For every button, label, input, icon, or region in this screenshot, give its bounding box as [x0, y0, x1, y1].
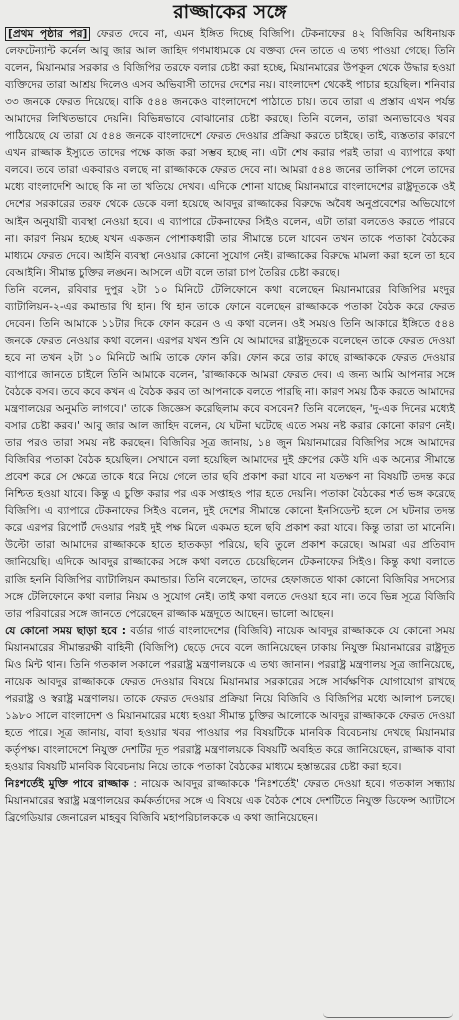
- paragraph-4-text: : নায়েক আবদুর রাজ্জাককে 'নিঃশর্তেই' ফেরত দেওয়া হবে। গতকাল সন্ধ্যায় মিয়ানমারের স্বরাষ্ট্র মন্ত্রণালয়ের কর্মকর্তাদের সঙ্গে এ বিষয়ে এক বৈঠক শেষে দেশটিতে নিযুক্ত ডিফেন্স অ্যাটাসে ব্রিগেডিয়ার জেনারেল মাহবুব বিজিবি মহাপরিচালককে এ কথা জানিয়েছেন।: [5, 778, 455, 825]
- page-curve-mark: [323, 1013, 453, 1018]
- paragraph-2: তিনি বলেন, রবিবার দুপুর ২টা ১০ মিনিটে টেলিফোনে কথা বলেছেন মিয়ানমারের বিজিপির মংদুর ব্যাটালিয়ন-২-এর কমান্ডার থি হান। থি হান তাকে ফোনে বলেছেন রাজ্জাককে পতাকা বৈঠক করে ফেরত দেবেন। তিনি আমাকে ১১টার দিকে ফোন করেন ও এ কথা বলেন। ওই সময়ও তিনি আকারে ইঙ্গিতে ৫৪৪ জনকে ফেরত নেওয়ার কথা বলেন। এরপর যখন শুনি যে আমাদের রাষ্ট্রদূতকে বলেছেন তাকে ফেরত দেওয়া হবে না তখন ২টা ১০ মিনিটে আমি তাকে ফোন করি। ফোন করে তার কাছে রাজ্জাককে ফেরত দেওয়ার ব্যাপারে জানতে চাইলে তিনি আমাকে বলেন, 'রাজ্জাককে আমরা ফেরত দেব। এ জন্য আমি আপনার সঙ্গে বৈঠকে বসব। তবে কবে কখন এ বৈঠক করব তা আপনাকে বলতে পারছি না। কারণ সময় ঠিক করতে আমাদের মন্ত্রণালয়ের অনুমতি লাগবে।' তাকে জিজ্ঞেস করেছিলাম কবে বসবেন? তিনি বলেছেন, 'দু-এক দিনের মধ্যেই বসার চেষ্টা করব।' আবু জার আল জাহিদ বলেন, যে ঘটনা ঘটেছে এতে সময় নষ্ট করার কোনো কারণ নেই। তার পরও তারা সময় নষ্ট করছেন। বিজিবির সূত্র জানায়, ১৪ জুন মিয়ানমারের বিজিপির সঙ্গে আমাদের বিজিবির পতাকা বৈঠক হয়েছিল। সেখানে বলা হয়েছিল আমাদের দুই গ্রুপের কেউ যদি এক অন্যের সীমান্তে প্রবেশ করে সে ক্ষেত্রে তাকে ধরে নিয়ে গেলে তার ছবি প্রকাশ করা যাবে না যতক্ষণ না বিষয়টি তদন্ত করে নিশ্চিত হওয়া যাবে। কিন্তু এ চুক্তি করার পর এক সপ্তাহও পার হতে দেয়নি। পতাকা বৈঠকের শর্ত ভঙ্গ করেছে বিজিপি। এ ব্যাপারে টেকনাফের সিইও বলেন, দুই দেশের সীমান্তে কোনো ইনসিডেন্ট হলে সে ঘটনার তদন্ত করে এরপর রিপোর্ট দেওয়ার পরই দুই পক্ষ মিলে একমত হলে ছবি প্রকাশ করা যাবে। কিন্তু তারা তা মানেনি। উল্টো তারা আমাদের রাজ্জাককে হাতে হাতকড়া পরিয়ে, ছবি তুলে প্রকাশ করেছে। আমরা এর প্রতিবাদ জানিয়েছি। এদিকে আবদুর রাজ্জাকের সঙ্গে কথা বলতে চেয়েছিলেন টেকনাফের সিইও। কিন্তু কথা বলাতে রাজি হননি বিজিপির ব্যাটালিয়ন কমান্ডার। তিনি বলেছেন, তাদের হেফাজতে থাকা কোনো বিজিবির সদস্যের সঙ্গে টেলিফোনে কথা বলার নিয়ম ও সুযোগ নেই। তাই কথা বলতে দেওয়া হবে না। তবে ভিন্ন সূত্রে বিজিবি তার পরিবারের সঙ্গে জানতে পেরেছেন রাজ্জাক মন্ত্রদূতে আছেন। ভালো আছেন।: [5, 283, 455, 620]
- subhead-unconditional-release: নিঃশর্তেই মুক্তি পাবে রাজ্জাক: [5, 778, 129, 791]
- paragraph-4: [5, 776, 455, 827]
- paragraph-3: [5, 623, 455, 776]
- paragraph-3-text: বর্ডার গার্ড বাংলাদেশের (বিজিবি) নায়েক আবদুর রাজ্জাককে যে কোনো সময় মিয়ানমারের সীমান্তরক্ষী বাহিনী (বিজিপি) ছেড়ে দেবে বলে জানিয়েছেন ঢাকায় নিযুক্ত মিয়ানমারের রাষ্ট্রদূত মিও মিন্ট থান। তিনি গতকাল সকালে পররাষ্ট্র মন্ত্রণালয়কে এ তথ্য জানান। পররাষ্ট্র মন্ত্রণালয় সূত্র জানিয়েছে, নায়েক আবদুর রাজ্জাককে ফেরত দেওয়ার বিষয়ে মিয়ানমার সরকারের সঙ্গে সার্বক্ষণিক যোগাযোগ রাখছে পররাষ্ট্র ও স্বরাষ্ট্র মন্ত্রণালয়। তাকে ফেরত দেওয়ার প্রক্রিয়া নিয়ে বিজিবি ও বিজিপির মধ্যে আলাপ চলছে। ১৯৮০ সালে বাংলাদেশ ও মিয়ানমারের মধ্যে হওয়া সীমান্ত চুক্তির আলোকে আবদুর রাজ্জাককে ফেরত দেওয়া হতে পারে। সূত্র জানায়, বাবা হওয়ার খবর পাওয়ার পর বিষয়টিকে মানবিক বিবেচনায় দেখছে মিয়ানমার কর্তৃপক্ষ। বাংলাদেশে নিযুক্ত দেশটির দূত পররাষ্ট্র মন্ত্রণালয়কে বিষয়টি অবহিত করে জানিয়েছেন, রাজ্জাক বাবা হওয়ার বিষয়টি মানবিক বিবেচনায় নিয়ে তাকে পতাকা বৈঠকের মাধ্যমে হস্তান্তরের চেষ্টা করা হবে।: [5, 624, 455, 774]
- subhead-release-anytime: যে কোনো সময় ছাড়া হবে :: [5, 624, 126, 637]
- paragraph-1: [5, 26, 455, 282]
- continuation-kicker: [প্রথম পৃষ্ঠার পর]: [5, 27, 90, 41]
- paragraph-1-text: ফেরত দেবে না, এমন ইঙ্গিত দিচ্ছে বিজিপি। টেকনাফের ৪২ বিজিবির অধিনায়ক লেফটেন্যান্ট কর্নেল আবু জার আল জাহিদ গণমাধ্যমকে যে বক্তব্য দেন তাতে এ তথ্য পাওয়া গেছে। তিনি বলেন, মিয়ানমার সরকার ও বিজিপির তরফে বলার চেষ্টা করা হচ্ছে, মিয়ানমারের উপকূল থেকে উদ্ধার হওয়া ব্যক্তিদের তারা আশ্রয় দিলেও এসব অভিবাসী তাদের দেশের নয়। বাংলাদেশ থেকেই পাচার হয়েছিল। শনিবার ৩৩ জনকে ফেরত দিয়েছে। বাকি ৫৪৪ জনকেও বাংলাদেশে পাঠাতে চায়। তবে তারা এ প্রস্তাব এখন পর্যন্ত আমাদের লিখিতভাবে দেয়নি। বিভিন্নভাবে বোঝানোর চেষ্টা করছে। তিনি বলেন, তারা অন্যভাবেও খবর পাঠিয়েছে যে তারা যে ৫৪৪ জনকে বাংলাদেশে ফেরত দেওয়ার প্রক্রিয়া করতে চাইছে। তাই, ব্যস্ততার কারণে এখন রাজ্জাক ইস্যুতে তাদের পক্ষে কাজ করা সম্ভব হচ্ছে না। এটা শেষ করার পরই তারা এ ব্যাপারে কথা বলবে। তবে তারা একবারও বলছে না রাজ্জাককে ফেরত দেবে না। আমরা ৫৪৪ জনের তালিকা পেলে তাদের মধ্যে বাংলাদেশি আছে কি না তা খতিয়ে দেখব। এদিকে শোনা যাচ্ছে মিয়ানমারে বাংলাদেশের রাষ্ট্রদূতকে ওই দেশের সরকারের তরফ থেকে ডেকে বলা হয়েছে আবদুর রাজ্জাকের বিরুদ্ধে অবৈধ অনুপ্রবেশের অভিযোগে আইন অনুযায়ী ব্যবস্থা নেওয়া হবে। এ ব্যাপারে টেকনাফের সিইও বলেন, এটা তারা বলতেও করতে পারবে না। কারণ নিয়ম হচ্ছে যখন একজন পোশাকধারী তার সীমান্তে চলে যাবেন তখন তাকে পতাকা বৈঠকের মাধ্যমে ফেরত দেবে। আইনি ব্যবস্থা নেওয়ার কোনো সুযোগ নেই। রাজ্জাকের বিরুদ্ধে মামলা করা হলে তা হবে বেআইনি। সীমান্ত চুক্তির লঙ্ঘন। আসলে এটা বলে তারা চাপ তৈরির চেষ্টা করছে।: [5, 28, 455, 279]
- article-body: [5, 26, 455, 827]
- headline: রাজ্জাকের সঙ্গে: [173, 1, 287, 23]
